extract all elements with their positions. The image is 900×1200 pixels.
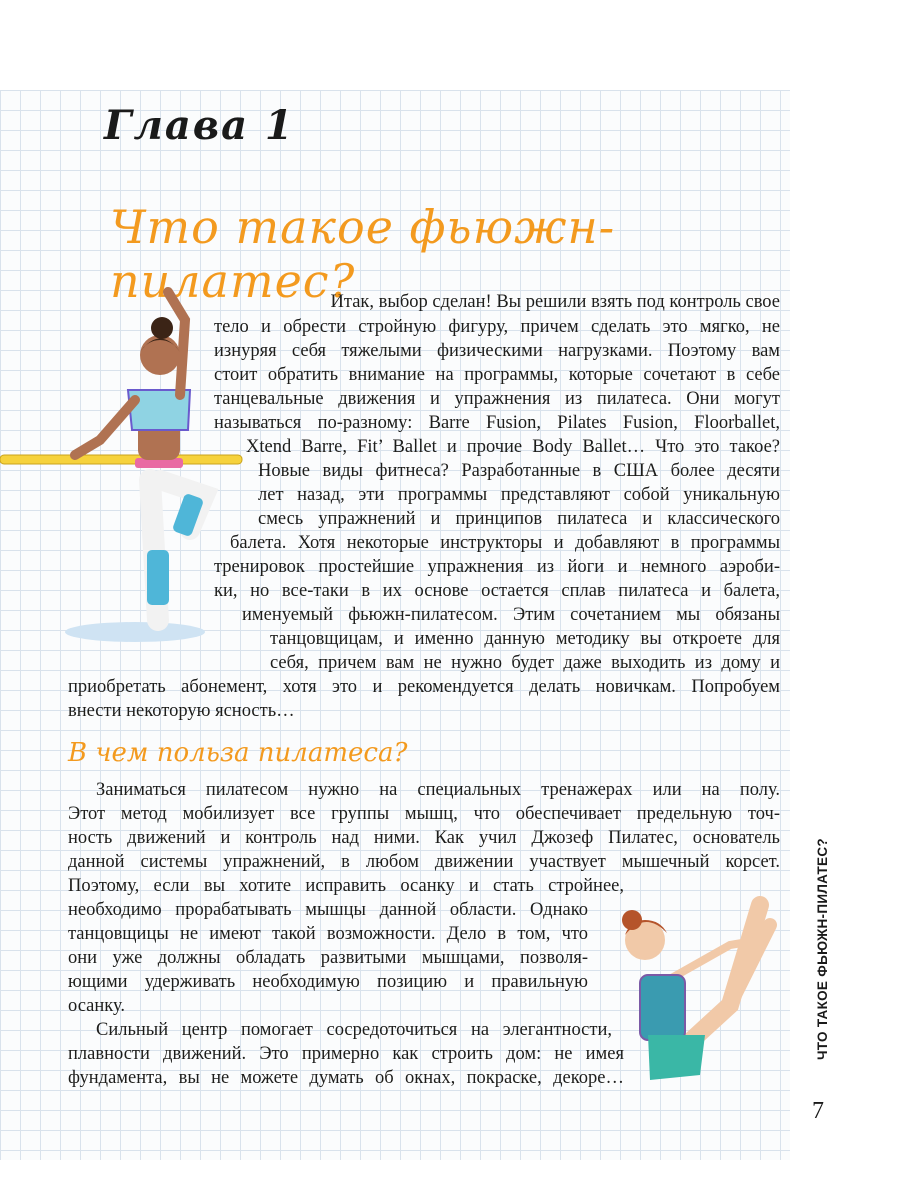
ballerina-barre-illustration — [0, 280, 250, 650]
text-line: стоит обратить внимание на программы, которые сочетают в себе — [214, 365, 780, 385]
floor-shadow — [65, 622, 205, 642]
running-head: ЧТО ТАКОЕ ФЬЮЖН-ПИЛАТЕС? — [815, 838, 830, 1060]
text-line: Xtend Barre, Fit’ Ballet и прочие Body Ballet… Что это такое? — [246, 437, 780, 457]
text-line: ки, но все-таки в их основе остается сплав пилатеса и балета, — [214, 581, 780, 601]
text-line: изнуряя себя тяжелыми физическими нагрузками. Поэтому вам — [214, 341, 780, 361]
text-line: фундамента, вы не можете думать об окнах, покраске, декоре… — [68, 1068, 624, 1088]
shorts — [648, 1035, 705, 1080]
text-line: танцовщицы не имеют такой возможности. Дело в том, что — [68, 924, 588, 944]
text-line: Заниматься пилатесом нужно на специальных тренажерах или на полу. — [96, 780, 780, 800]
text-line: балета. Хотя некоторые инструкторы и добавляют в программы — [230, 533, 780, 553]
text-line: танцовщицам, и именно данную методику вы откроете для — [270, 629, 780, 649]
leg-warmer — [147, 550, 169, 605]
text-line: танцевальные движения и упражнения из пилатеса. Они могут — [214, 389, 780, 409]
text-line: Сильный центр помогает сосредоточиться на элегантности, — [96, 1020, 612, 1040]
text-line: лет назад, эти программы представляют собой уникальную — [258, 485, 780, 505]
text-line: называться по-разному: Barre Fusion, Pilates Fusion, Floorballet, — [214, 413, 780, 433]
text-line: именуемый фьюжн-пилатесом. Этим сочетанием мы обязаны — [242, 605, 780, 625]
ballet-barre — [0, 455, 242, 464]
barre-arm — [75, 400, 135, 455]
head — [140, 335, 180, 375]
chapter-heading: Глава 1 — [104, 102, 295, 149]
page-number: 7 — [812, 1098, 824, 1124]
text-line: себя, причем вам не нужно будет даже выходить из дому и — [270, 653, 780, 673]
margin-strip — [790, 0, 900, 1200]
text-line: ющими удерживать необходимую позицию и правильную — [68, 972, 588, 992]
text-line: плавности движений. Это примерно как строить дом: не имея — [68, 1044, 624, 1064]
text-line: ность движений и контроль над ними. Как учил Джозеф Пилатес, основатель — [68, 828, 780, 848]
page-title: Что такое фьюжн-пилатес? — [110, 200, 616, 308]
text-line: они уже должны обладать развитыми мышцами, позволя- — [68, 948, 588, 968]
text-line: данной системы упражнений, в любом движении участвует мышечный корсет. — [68, 852, 780, 872]
hair-bun — [151, 317, 173, 339]
tank-top — [640, 975, 685, 1040]
text-line: Этот метод мобилизует все группы мышц, что обеспечивает предельную точ- — [68, 804, 780, 824]
text-line: тело и обрести стройную фигуру, причем сделать это мягко, не — [214, 317, 780, 337]
text-line: Итак, выбор сделан! Вы решили взять под контроль свое — [330, 292, 780, 312]
text-line: Новые виды фитнеса? Разработанные в США более десяти — [258, 461, 780, 481]
text-line: Поэтому, если вы хотите исправить осанку и стать стройнее, — [68, 876, 624, 896]
text-line: необходимо прорабатывать мышцы данной области. Однако — [68, 900, 588, 920]
section-subtitle: В чем польза пилатеса? — [68, 738, 408, 768]
text-line: внести некоторую ясность… — [68, 701, 295, 721]
hair-bun — [622, 910, 642, 930]
text-line: тренировок простейшие упражнения из йоги и немного аэроби- — [214, 557, 780, 577]
text-line: осанку. — [68, 996, 126, 1016]
pilates-v-sit-illustration — [610, 885, 790, 1095]
text-line: смесь упражнений и принципов пилатеса и классического — [258, 509, 780, 529]
text-line: приобретать абонемент, хотя это и рекомендуется делать новичкам. Попробуем — [68, 677, 780, 697]
